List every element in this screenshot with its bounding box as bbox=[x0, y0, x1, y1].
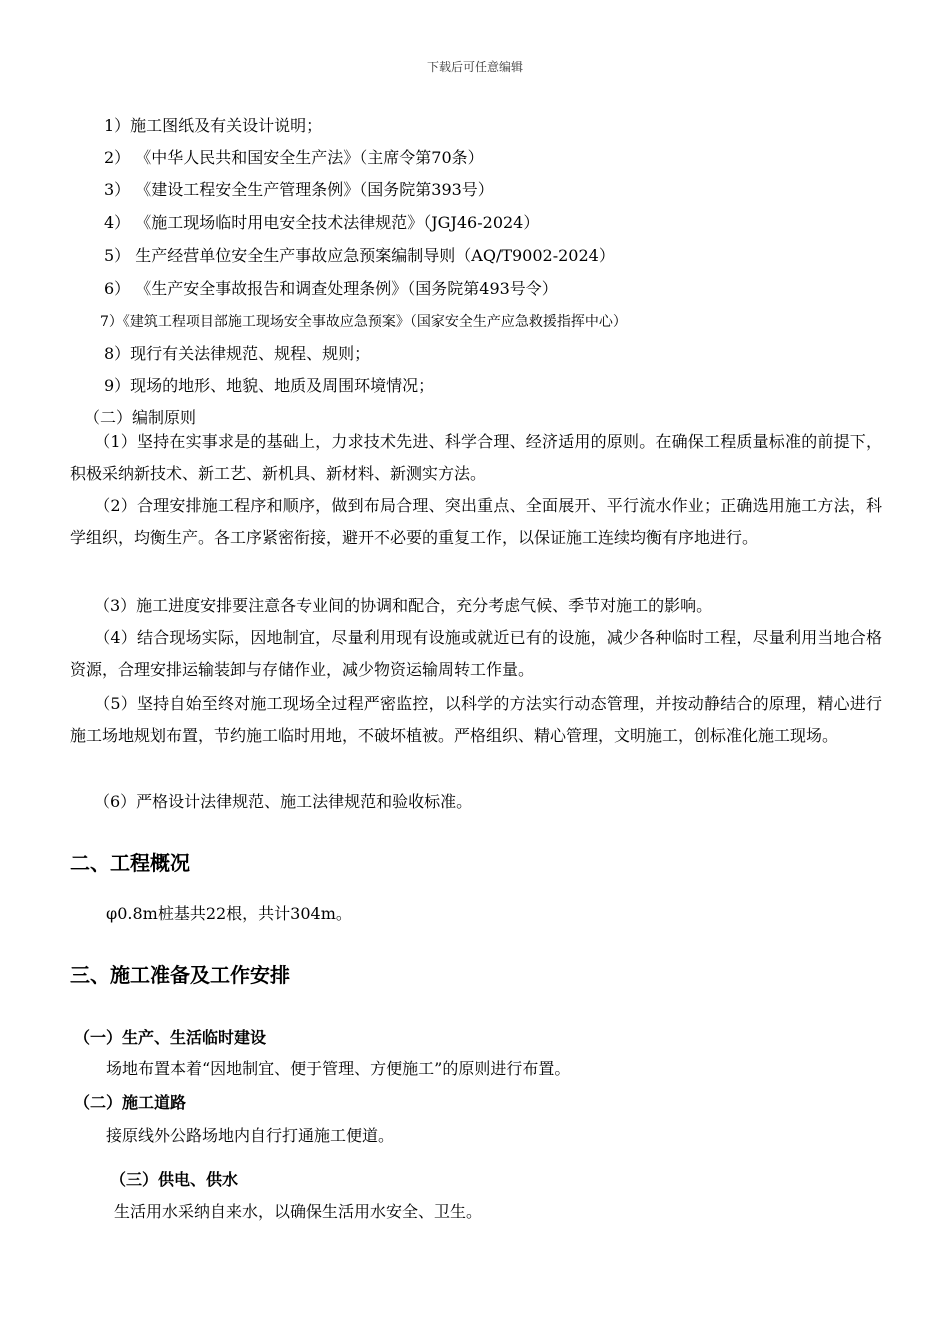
principle-item-2-text: （2）合理安排施工程序和顺序，做到布局合理、突出重点、全面展开、平行流水作业；正确选用施工方法，科学组织，均衡生产。各工序紧密衔接，避开不必要的重复工作，以保证施工连续均衡有序地进行。 bbox=[70, 496, 882, 547]
subsection-2-text: 接原线外公路场地内自行打通施工便道。 bbox=[106, 1126, 395, 1145]
principle-item-5 bbox=[70, 688, 882, 752]
basis-item-9: 9）现场的地形、地貌、地质及周围环境情况； bbox=[104, 376, 435, 395]
principle-item-1-text: （1）坚持在实事求是的基础上，力求技术先进、科学合理、经济适用的原则。在确保工程质量标准的前提下，积极采纳新技术、新工艺、新机具、新材料、新测实方法。 bbox=[70, 432, 882, 483]
subsection-1-text: 场地布置本着“因地制宜、便于管理、方便施工”的原则进行布置。 bbox=[106, 1059, 571, 1078]
basis-item-8: 8）现行有关法律规范、规程、规则； bbox=[104, 344, 371, 363]
principles-title: （二）编制原则 bbox=[84, 408, 197, 427]
section-3-title: 三、施工准备及工作安排 bbox=[70, 963, 290, 987]
principle-item-4 bbox=[70, 622, 882, 686]
principle-item-6-text: （6）严格设计法律规范、施工法律规范和验收标准。 bbox=[94, 792, 473, 811]
header-note: 下载后可任意编辑 bbox=[426, 60, 523, 74]
principle-item-4-text: （4）结合现场实际，因地制宜，尽量利用现有设施或就近已有的设施，减少各种临时工程，尽量利用当地合格资源，合理安排运输装卸与存储作业，减少物资运输周转工作量。 bbox=[70, 628, 882, 679]
principle-item-3 bbox=[70, 590, 882, 622]
basis-item-2: 2） 《中华人民共和国安全生产法》（主席令第70条） bbox=[104, 148, 484, 167]
section-2-title: 二、工程概况 bbox=[70, 851, 190, 875]
subsection-3-text: 生活用水采纳自来水，以确保生活用水安全、卫生。 bbox=[114, 1202, 483, 1221]
subsection-2-title: （二）施工道路 bbox=[74, 1093, 187, 1112]
basis-item-7: 7）《建筑工程项目部施工现场安全事故应急预案》（国家安全生产应急救援指挥中心） bbox=[100, 314, 627, 330]
basis-item-3: 3） 《建设工程安全生产管理条例》（国务院第393号） bbox=[104, 180, 494, 199]
principle-item-3-text: （3）施工进度安排要注意各专业间的协调和配合，充分考虑气候、季节对施工的影响。 bbox=[94, 596, 713, 615]
principle-item-5-text: （5）坚持自始至终对施工现场全过程严密监控，以科学的方法实行动态管理，并按动静结合的原理，精心进行施工场地规划布置，节约施工临时用地，不破坏植被。严格组织、精心管理，文明施工，创标准化施工现场。 bbox=[70, 694, 882, 745]
section-2-text: φ0.8m桩基共22根，共计304m。 bbox=[106, 904, 352, 923]
subsection-3-title: （三）供电、供水 bbox=[110, 1170, 239, 1189]
subsection-1-title: （一）生产、生活临时建设 bbox=[74, 1028, 267, 1047]
basis-item-6: 6） 《生产安全事故报告和调查处理条例》（国务院第493号令） bbox=[104, 279, 558, 298]
basis-item-1: 1）施工图纸及有关设计说明； bbox=[104, 116, 323, 135]
basis-item-4: 4） 《施工现场临时用电安全技术法律规范》（JGJ46-2024） bbox=[104, 213, 540, 232]
basis-item-5: 5） 生产经营单位安全生产事故应急预案编制导则（AQ/T9002-2024） bbox=[104, 246, 615, 265]
principle-item-6 bbox=[70, 786, 882, 818]
principle-item-1 bbox=[70, 426, 882, 490]
principle-item-2 bbox=[70, 490, 882, 554]
